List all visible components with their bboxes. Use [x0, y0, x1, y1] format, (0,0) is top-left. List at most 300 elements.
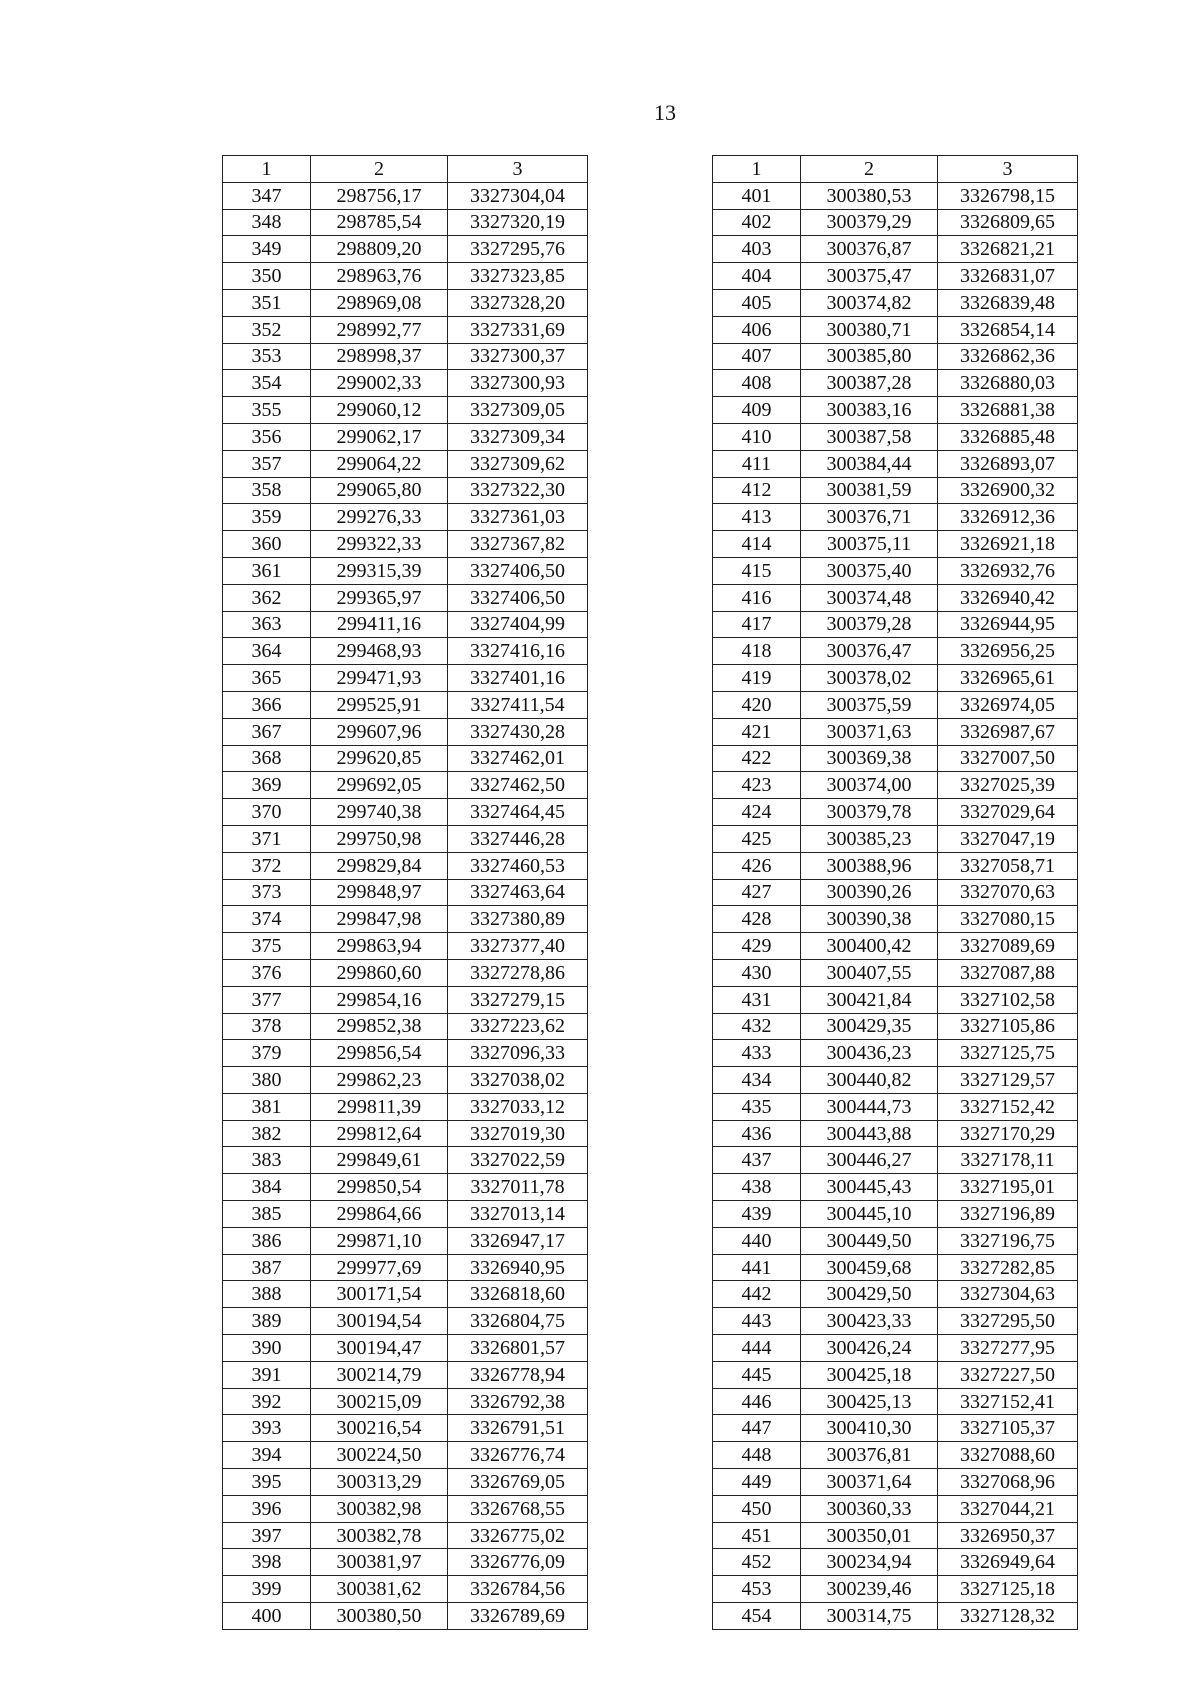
point-number-cell: 429 — [713, 933, 801, 960]
point-number-cell: 413 — [713, 504, 801, 531]
point-number-cell: 397 — [223, 1522, 311, 1549]
table-row — [223, 1549, 588, 1576]
table-row — [223, 397, 588, 424]
y-coordinate-cell: 3326950,37 — [938, 1522, 1078, 1549]
point-number-cell: 446 — [713, 1388, 801, 1415]
y-coordinate-cell: 3327007,50 — [938, 745, 1078, 772]
y-coordinate-cell: 3327416,16 — [448, 638, 588, 665]
y-coordinate-cell: 3326809,65 — [938, 209, 1078, 236]
y-coordinate-cell: 3326940,42 — [938, 584, 1078, 611]
table-row — [713, 557, 1078, 584]
y-coordinate-cell: 3326776,74 — [448, 1442, 588, 1469]
x-coordinate-cell: 300171,54 — [311, 1281, 448, 1308]
table-row — [223, 745, 588, 772]
x-coordinate-cell: 300375,40 — [801, 557, 938, 584]
y-coordinate-cell: 3327277,95 — [938, 1335, 1078, 1362]
y-coordinate-cell: 3327304,63 — [938, 1281, 1078, 1308]
x-coordinate-cell: 299852,38 — [311, 1013, 448, 1040]
x-coordinate-cell: 300444,73 — [801, 1093, 938, 1120]
x-coordinate-cell: 300383,16 — [801, 397, 938, 424]
table-row — [713, 1201, 1078, 1228]
table-row — [223, 1067, 588, 1094]
x-coordinate-cell: 300381,97 — [311, 1549, 448, 1576]
point-number-cell: 368 — [223, 745, 311, 772]
x-coordinate-cell: 300381,62 — [311, 1576, 448, 1603]
x-coordinate-cell: 300410,30 — [801, 1415, 938, 1442]
table-row — [713, 182, 1078, 209]
y-coordinate-cell: 3327462,50 — [448, 772, 588, 799]
table-row — [713, 343, 1078, 370]
y-coordinate-cell: 3327058,71 — [938, 852, 1078, 879]
table-row — [223, 182, 588, 209]
x-coordinate-cell: 299871,10 — [311, 1227, 448, 1254]
table-row — [223, 1388, 588, 1415]
point-number-cell: 374 — [223, 906, 311, 933]
y-coordinate-cell: 3326944,95 — [938, 611, 1078, 638]
point-number-cell: 383 — [223, 1147, 311, 1174]
y-coordinate-cell: 3327152,42 — [938, 1093, 1078, 1120]
point-number-cell: 396 — [223, 1495, 311, 1522]
y-coordinate-cell: 3327152,41 — [938, 1388, 1078, 1415]
x-coordinate-cell: 300375,47 — [801, 263, 938, 290]
x-coordinate-cell: 299860,60 — [311, 959, 448, 986]
x-coordinate-cell: 300214,79 — [311, 1361, 448, 1388]
y-coordinate-cell: 3326839,48 — [938, 289, 1078, 316]
x-coordinate-cell: 300436,23 — [801, 1040, 938, 1067]
point-number-cell: 416 — [713, 584, 801, 611]
point-number-cell: 378 — [223, 1013, 311, 1040]
point-number-cell: 420 — [713, 691, 801, 718]
table-row — [713, 825, 1078, 852]
point-number-cell: 433 — [713, 1040, 801, 1067]
y-coordinate-cell: 3327404,99 — [448, 611, 588, 638]
point-number-cell: 438 — [713, 1174, 801, 1201]
x-coordinate-cell: 300387,58 — [801, 423, 938, 450]
x-coordinate-cell: 300371,63 — [801, 718, 938, 745]
point-number-cell: 356 — [223, 423, 311, 450]
y-coordinate-cell: 3327331,69 — [448, 316, 588, 343]
x-coordinate-cell: 300423,33 — [801, 1308, 938, 1335]
y-coordinate-cell: 3327105,86 — [938, 1013, 1078, 1040]
table-row — [223, 1522, 588, 1549]
point-number-cell: 381 — [223, 1093, 311, 1120]
table-row — [713, 1495, 1078, 1522]
point-number-cell: 392 — [223, 1388, 311, 1415]
point-number-cell: 365 — [223, 665, 311, 692]
y-coordinate-cell: 3326775,02 — [448, 1522, 588, 1549]
table-row — [223, 236, 588, 263]
table-row — [223, 423, 588, 450]
x-coordinate-cell: 300443,88 — [801, 1120, 938, 1147]
table-header-row — [223, 156, 588, 183]
y-coordinate-cell: 3327022,59 — [448, 1147, 588, 1174]
y-coordinate-cell: 3326784,56 — [448, 1576, 588, 1603]
y-coordinate-cell: 3326778,94 — [448, 1361, 588, 1388]
table-row — [223, 584, 588, 611]
x-coordinate-cell: 300376,81 — [801, 1442, 938, 1469]
x-coordinate-cell: 300375,59 — [801, 691, 938, 718]
x-coordinate-cell: 299856,54 — [311, 1040, 448, 1067]
point-number-cell: 371 — [223, 825, 311, 852]
x-coordinate-cell: 300376,71 — [801, 504, 938, 531]
point-number-cell: 351 — [223, 289, 311, 316]
point-number-cell: 412 — [713, 477, 801, 504]
y-coordinate-cell: 3326956,25 — [938, 638, 1078, 665]
x-coordinate-cell: 299064,22 — [311, 450, 448, 477]
table-row — [223, 263, 588, 290]
point-number-cell: 445 — [713, 1361, 801, 1388]
y-coordinate-cell: 3326862,36 — [938, 343, 1078, 370]
x-coordinate-cell: 300239,46 — [801, 1576, 938, 1603]
table-row — [223, 1147, 588, 1174]
table-row — [713, 1281, 1078, 1308]
point-number-cell: 402 — [713, 209, 801, 236]
table-row — [713, 450, 1078, 477]
table-row — [713, 1013, 1078, 1040]
table-row — [223, 1174, 588, 1201]
point-number-cell: 400 — [223, 1603, 311, 1630]
x-coordinate-cell: 300380,71 — [801, 316, 938, 343]
table-row — [223, 343, 588, 370]
point-number-cell: 354 — [223, 370, 311, 397]
coordinates-table-left — [222, 155, 588, 1630]
table-row — [713, 852, 1078, 879]
table-row — [223, 370, 588, 397]
y-coordinate-cell: 3326881,38 — [938, 397, 1078, 424]
table-row — [713, 370, 1078, 397]
column-header: 2 — [311, 156, 448, 183]
y-coordinate-cell: 3327195,01 — [938, 1174, 1078, 1201]
y-coordinate-cell: 3326769,05 — [448, 1469, 588, 1496]
x-coordinate-cell: 300400,42 — [801, 933, 938, 960]
x-coordinate-cell: 299315,39 — [311, 557, 448, 584]
y-coordinate-cell: 3327320,19 — [448, 209, 588, 236]
table-row — [223, 477, 588, 504]
point-number-cell: 419 — [713, 665, 801, 692]
y-coordinate-cell: 3326776,09 — [448, 1549, 588, 1576]
y-coordinate-cell: 3327377,40 — [448, 933, 588, 960]
point-number-cell: 410 — [713, 423, 801, 450]
y-coordinate-cell: 3326940,95 — [448, 1254, 588, 1281]
table-row — [713, 1549, 1078, 1576]
table-row — [223, 959, 588, 986]
table-row — [223, 557, 588, 584]
point-number-cell: 426 — [713, 852, 801, 879]
point-number-cell: 415 — [713, 557, 801, 584]
point-number-cell: 373 — [223, 879, 311, 906]
x-coordinate-cell: 299322,33 — [311, 531, 448, 558]
table-row — [713, 638, 1078, 665]
y-coordinate-cell: 3327102,58 — [938, 986, 1078, 1013]
y-coordinate-cell: 3327295,50 — [938, 1308, 1078, 1335]
point-number-cell: 451 — [713, 1522, 801, 1549]
point-number-cell: 347 — [223, 182, 311, 209]
point-number-cell: 401 — [713, 182, 801, 209]
point-number-cell: 372 — [223, 852, 311, 879]
point-number-cell: 375 — [223, 933, 311, 960]
y-coordinate-cell: 3327196,89 — [938, 1201, 1078, 1228]
x-coordinate-cell: 300378,02 — [801, 665, 938, 692]
x-coordinate-cell: 299471,93 — [311, 665, 448, 692]
x-coordinate-cell: 300440,82 — [801, 1067, 938, 1094]
y-coordinate-cell: 3327361,03 — [448, 504, 588, 531]
x-coordinate-cell: 299847,98 — [311, 906, 448, 933]
point-number-cell: 398 — [223, 1549, 311, 1576]
x-coordinate-cell: 300194,47 — [311, 1335, 448, 1362]
point-number-cell: 360 — [223, 531, 311, 558]
table-row — [713, 289, 1078, 316]
table-row — [713, 879, 1078, 906]
point-number-cell: 430 — [713, 959, 801, 986]
table-row — [223, 450, 588, 477]
table-row — [223, 1254, 588, 1281]
y-coordinate-cell: 3327464,45 — [448, 799, 588, 826]
table-row — [713, 1388, 1078, 1415]
point-number-cell: 443 — [713, 1308, 801, 1335]
table-row — [223, 852, 588, 879]
table-row — [223, 1308, 588, 1335]
x-coordinate-cell: 299862,23 — [311, 1067, 448, 1094]
y-coordinate-cell: 3326965,61 — [938, 665, 1078, 692]
table-row — [223, 611, 588, 638]
y-coordinate-cell: 3326893,07 — [938, 450, 1078, 477]
x-coordinate-cell: 299607,96 — [311, 718, 448, 745]
table-row — [713, 772, 1078, 799]
y-coordinate-cell: 3327460,53 — [448, 852, 588, 879]
x-coordinate-cell: 298809,20 — [311, 236, 448, 263]
column-header: 2 — [801, 156, 938, 183]
point-number-cell: 409 — [713, 397, 801, 424]
table-row — [713, 263, 1078, 290]
table-row — [713, 691, 1078, 718]
x-coordinate-cell: 299365,97 — [311, 584, 448, 611]
x-coordinate-cell: 299848,97 — [311, 879, 448, 906]
x-coordinate-cell: 299468,93 — [311, 638, 448, 665]
x-coordinate-cell: 299812,64 — [311, 1120, 448, 1147]
x-coordinate-cell: 300449,50 — [801, 1227, 938, 1254]
y-coordinate-cell: 3326818,60 — [448, 1281, 588, 1308]
point-number-cell: 364 — [223, 638, 311, 665]
x-coordinate-cell: 300376,87 — [801, 236, 938, 263]
x-coordinate-cell: 300459,68 — [801, 1254, 938, 1281]
y-coordinate-cell: 3327125,75 — [938, 1040, 1078, 1067]
point-number-cell: 349 — [223, 236, 311, 263]
x-coordinate-cell: 300384,44 — [801, 450, 938, 477]
y-coordinate-cell: 3327096,33 — [448, 1040, 588, 1067]
x-coordinate-cell: 300234,94 — [801, 1549, 938, 1576]
table-row — [713, 316, 1078, 343]
y-coordinate-cell: 3327019,30 — [448, 1120, 588, 1147]
point-number-cell: 348 — [223, 209, 311, 236]
table-row — [713, 1335, 1078, 1362]
point-number-cell: 361 — [223, 557, 311, 584]
y-coordinate-cell: 3327411,54 — [448, 691, 588, 718]
y-coordinate-cell: 3326974,05 — [938, 691, 1078, 718]
point-number-cell: 404 — [713, 263, 801, 290]
point-number-cell: 454 — [713, 1603, 801, 1630]
table-row — [223, 209, 588, 236]
y-coordinate-cell: 3327380,89 — [448, 906, 588, 933]
table-row — [713, 1093, 1078, 1120]
x-coordinate-cell: 300314,75 — [801, 1603, 938, 1630]
x-coordinate-cell: 300379,28 — [801, 611, 938, 638]
table-row — [713, 1067, 1078, 1094]
table-row — [713, 1227, 1078, 1254]
y-coordinate-cell: 3326900,32 — [938, 477, 1078, 504]
point-number-cell: 448 — [713, 1442, 801, 1469]
table-row — [223, 665, 588, 692]
point-number-cell: 391 — [223, 1361, 311, 1388]
y-coordinate-cell: 3326854,14 — [938, 316, 1078, 343]
x-coordinate-cell: 300376,47 — [801, 638, 938, 665]
table-row — [223, 1281, 588, 1308]
y-coordinate-cell: 3327463,64 — [448, 879, 588, 906]
x-coordinate-cell: 300224,50 — [311, 1442, 448, 1469]
point-number-cell: 388 — [223, 1281, 311, 1308]
y-coordinate-cell: 3326798,15 — [938, 182, 1078, 209]
y-coordinate-cell: 3327087,88 — [938, 959, 1078, 986]
point-number-cell: 366 — [223, 691, 311, 718]
point-number-cell: 353 — [223, 343, 311, 370]
point-number-cell: 423 — [713, 772, 801, 799]
y-coordinate-cell: 3327401,16 — [448, 665, 588, 692]
point-number-cell: 384 — [223, 1174, 311, 1201]
point-number-cell: 406 — [713, 316, 801, 343]
point-number-cell: 407 — [713, 343, 801, 370]
table-header-row — [713, 156, 1078, 183]
table-row — [223, 1442, 588, 1469]
page-number: 13 — [654, 100, 676, 125]
x-coordinate-cell: 299977,69 — [311, 1254, 448, 1281]
point-number-cell: 439 — [713, 1201, 801, 1228]
y-coordinate-cell: 3327279,15 — [448, 986, 588, 1013]
point-number-cell: 379 — [223, 1040, 311, 1067]
point-number-cell: 442 — [713, 1281, 801, 1308]
point-number-cell: 434 — [713, 1067, 801, 1094]
y-coordinate-cell: 3327430,28 — [448, 718, 588, 745]
table-row — [713, 1040, 1078, 1067]
x-coordinate-cell: 300445,10 — [801, 1201, 938, 1228]
table-row — [713, 1576, 1078, 1603]
table-row — [713, 611, 1078, 638]
table-row — [223, 1201, 588, 1228]
x-coordinate-cell: 298969,08 — [311, 289, 448, 316]
table-row — [223, 1227, 588, 1254]
y-coordinate-cell: 3326768,55 — [448, 1495, 588, 1522]
x-coordinate-cell: 299850,54 — [311, 1174, 448, 1201]
point-number-cell: 350 — [223, 263, 311, 290]
x-coordinate-cell: 300350,01 — [801, 1522, 938, 1549]
table-row — [713, 584, 1078, 611]
x-coordinate-cell: 299692,05 — [311, 772, 448, 799]
point-number-cell: 394 — [223, 1442, 311, 1469]
y-coordinate-cell: 3327178,11 — [938, 1147, 1078, 1174]
table-row — [223, 906, 588, 933]
x-coordinate-cell: 298963,76 — [311, 263, 448, 290]
y-coordinate-cell: 3327446,28 — [448, 825, 588, 852]
table-row — [223, 799, 588, 826]
table-row — [223, 986, 588, 1013]
point-number-cell: 408 — [713, 370, 801, 397]
y-coordinate-cell: 3327170,29 — [938, 1120, 1078, 1147]
x-coordinate-cell: 300390,38 — [801, 906, 938, 933]
x-coordinate-cell: 300446,27 — [801, 1147, 938, 1174]
y-coordinate-cell: 3327105,37 — [938, 1415, 1078, 1442]
y-coordinate-cell: 3326932,76 — [938, 557, 1078, 584]
point-number-cell: 386 — [223, 1227, 311, 1254]
point-number-cell: 362 — [223, 584, 311, 611]
y-coordinate-cell: 3327038,02 — [448, 1067, 588, 1094]
y-coordinate-cell: 3327322,30 — [448, 477, 588, 504]
x-coordinate-cell: 300407,55 — [801, 959, 938, 986]
x-coordinate-cell: 299411,16 — [311, 611, 448, 638]
table-row — [713, 397, 1078, 424]
point-number-cell: 380 — [223, 1067, 311, 1094]
y-coordinate-cell: 3327029,64 — [938, 799, 1078, 826]
table-row — [223, 1415, 588, 1442]
table-row — [713, 665, 1078, 692]
x-coordinate-cell: 300425,13 — [801, 1388, 938, 1415]
x-coordinate-cell: 299740,38 — [311, 799, 448, 826]
y-coordinate-cell: 3327033,12 — [448, 1093, 588, 1120]
x-coordinate-cell: 300382,78 — [311, 1522, 448, 1549]
y-coordinate-cell: 3327068,96 — [938, 1469, 1078, 1496]
x-coordinate-cell: 300382,98 — [311, 1495, 448, 1522]
y-coordinate-cell: 3327323,85 — [448, 263, 588, 290]
y-coordinate-cell: 3327047,19 — [938, 825, 1078, 852]
table-row — [713, 1308, 1078, 1335]
point-number-cell: 422 — [713, 745, 801, 772]
table-row — [713, 799, 1078, 826]
table-row — [223, 1469, 588, 1496]
table-row — [713, 1415, 1078, 1442]
table-row — [223, 825, 588, 852]
y-coordinate-cell: 3327196,75 — [938, 1227, 1078, 1254]
y-coordinate-cell: 3327328,20 — [448, 289, 588, 316]
table-row — [713, 1442, 1078, 1469]
table-row — [223, 718, 588, 745]
table-row — [713, 423, 1078, 450]
y-coordinate-cell: 3327088,60 — [938, 1442, 1078, 1469]
y-coordinate-cell: 3326912,36 — [938, 504, 1078, 531]
x-coordinate-cell: 300374,00 — [801, 772, 938, 799]
y-coordinate-cell: 3327300,93 — [448, 370, 588, 397]
table-row — [223, 933, 588, 960]
table-row — [713, 1120, 1078, 1147]
x-coordinate-cell: 299060,12 — [311, 397, 448, 424]
table-row — [223, 1603, 588, 1630]
table-row — [223, 772, 588, 799]
table-row — [223, 691, 588, 718]
point-number-cell: 389 — [223, 1308, 311, 1335]
y-coordinate-cell: 3327044,21 — [938, 1495, 1078, 1522]
table-row — [713, 718, 1078, 745]
y-coordinate-cell: 3327309,34 — [448, 423, 588, 450]
point-number-cell: 450 — [713, 1495, 801, 1522]
point-number-cell: 444 — [713, 1335, 801, 1362]
x-coordinate-cell: 300194,54 — [311, 1308, 448, 1335]
point-number-cell: 385 — [223, 1201, 311, 1228]
point-number-cell: 431 — [713, 986, 801, 1013]
table-row — [713, 1469, 1078, 1496]
table-row — [223, 504, 588, 531]
x-coordinate-cell: 300385,80 — [801, 343, 938, 370]
x-coordinate-cell: 299002,33 — [311, 370, 448, 397]
x-coordinate-cell: 300421,84 — [801, 986, 938, 1013]
x-coordinate-cell: 299854,16 — [311, 986, 448, 1013]
x-coordinate-cell: 299750,98 — [311, 825, 448, 852]
point-number-cell: 399 — [223, 1576, 311, 1603]
